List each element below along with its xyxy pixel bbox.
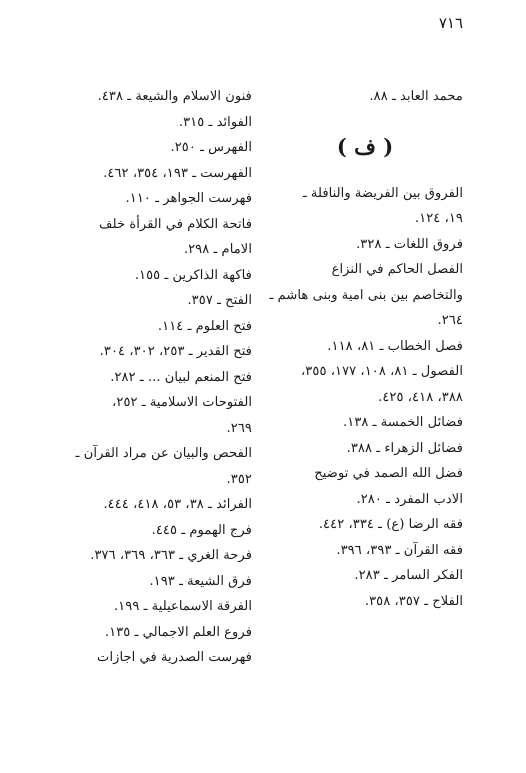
index-entry: فتح القدير ـ ٢٥٣، ٣٠٢، ٣٠٤. (99, 344, 252, 359)
section-heading-letter: ( ف ) (336, 134, 394, 160)
index-entry: الفرائد ـ ٣٨، ٥٣، ٤١٨، ٤٤٤. (103, 497, 252, 512)
index-entry: الفهرست ـ ١٩٣، ٣٥٤، ٤٦٢. (103, 165, 252, 181)
index-entry: الفروق بين الفريضة والنافلة ـ (302, 185, 463, 201)
index-entry: فهرست الجواهر ـ ١١٠. (125, 191, 252, 206)
index-entry: فضائل الخمسة ـ ١٣٨. (343, 415, 463, 430)
index-entry: فقه الرضا (ع) ـ ٣٣٤، ٤٤٢. (318, 517, 463, 532)
page-number: ٧١٦ (438, 14, 463, 32)
index-entry: الفرقة الاسماعيلية ـ ١٩٩. (113, 599, 252, 614)
index-column-right (267, 84, 463, 614)
index-entry: فروع العلم الاجمالي ـ ١٣٥. (104, 624, 252, 640)
index-entry: الادب المفرد ـ ٢٨٠. (356, 491, 463, 507)
index-entry: الفوائد ـ ٣١٥. (178, 114, 252, 130)
index-entry: فرحة الغري ـ ٣٦٣، ٣٦٩، ٣٧٦. (90, 548, 252, 563)
index-entry: الفهرس ـ ٢٥٠. (170, 140, 252, 155)
index-entry: الفتح ـ ٣٥٧. (187, 293, 252, 308)
index-entry: الفصول ـ ٨١، ١٠٨، ١٧٧، ٣٥٥، (301, 364, 463, 379)
index-entry: فضائل الزهراء ـ ٣٨٨. (346, 440, 463, 456)
index-entry: والتخاصم بين بنى امية وبنى هاشم ـ (269, 287, 463, 303)
index-entry: محمد العابد ـ ٨٨. (369, 89, 463, 104)
index-entry: فنون الاسلام والشيعة ـ ٤٣٨. (97, 89, 252, 104)
index-entry: الفحص والبيان عن مراد القرآن ـ (75, 446, 252, 461)
index-entry: ٢٦٤. (437, 313, 463, 328)
index-entry: فقه القرآن ـ ٣٩٣، ٣٩٦. (336, 542, 463, 558)
index-entry: فصل الخطاب ـ ٨١، ١١٨. (327, 338, 463, 354)
index-entry: فاكهة الذاكرين ـ ١٥٥. (134, 267, 252, 283)
index-entry: الفتوحات الاسلامية ـ ٢٥٢، (112, 395, 252, 410)
index-entry: الفصل الحاكم في النزاع (331, 262, 463, 277)
index-entry: الفكر السامر ـ ٢٨٣. (354, 568, 463, 583)
index-entry: ٣٥٢. (226, 471, 252, 487)
index-column-left (56, 84, 252, 671)
index-entry: فتح المنعم لبيان ... ـ ٢٨٢. (110, 369, 252, 385)
index-entry: فروق اللغات ـ ٣٢٨. (356, 236, 463, 252)
index-entry: فاتحة الكلام في القرأة خلف (98, 216, 252, 232)
index-entry: فهرست الصدرية في اجازات (97, 650, 252, 665)
index-entry: ٣٨٨، ٤١٨، ٤٢٥. (378, 389, 463, 405)
index-entry: فرق الشيعة ـ ١٩٣. (149, 573, 252, 589)
index-entry: الفلاح ـ ٣٥٧، ٣٥٨. (364, 593, 463, 609)
index-entry: ٢٦٩. (226, 420, 252, 436)
index-entry: فضل الله الصمد في توضيح (314, 466, 463, 481)
index-entry: ١٩، ١٢٤. (414, 211, 463, 226)
index-entry: فتح العلوم ـ ١١٤. (157, 318, 252, 334)
index-entry: الامام ـ ٢٩٨. (183, 242, 252, 257)
index-entry: فرج الهموم ـ ٤٤٥. (151, 522, 252, 538)
